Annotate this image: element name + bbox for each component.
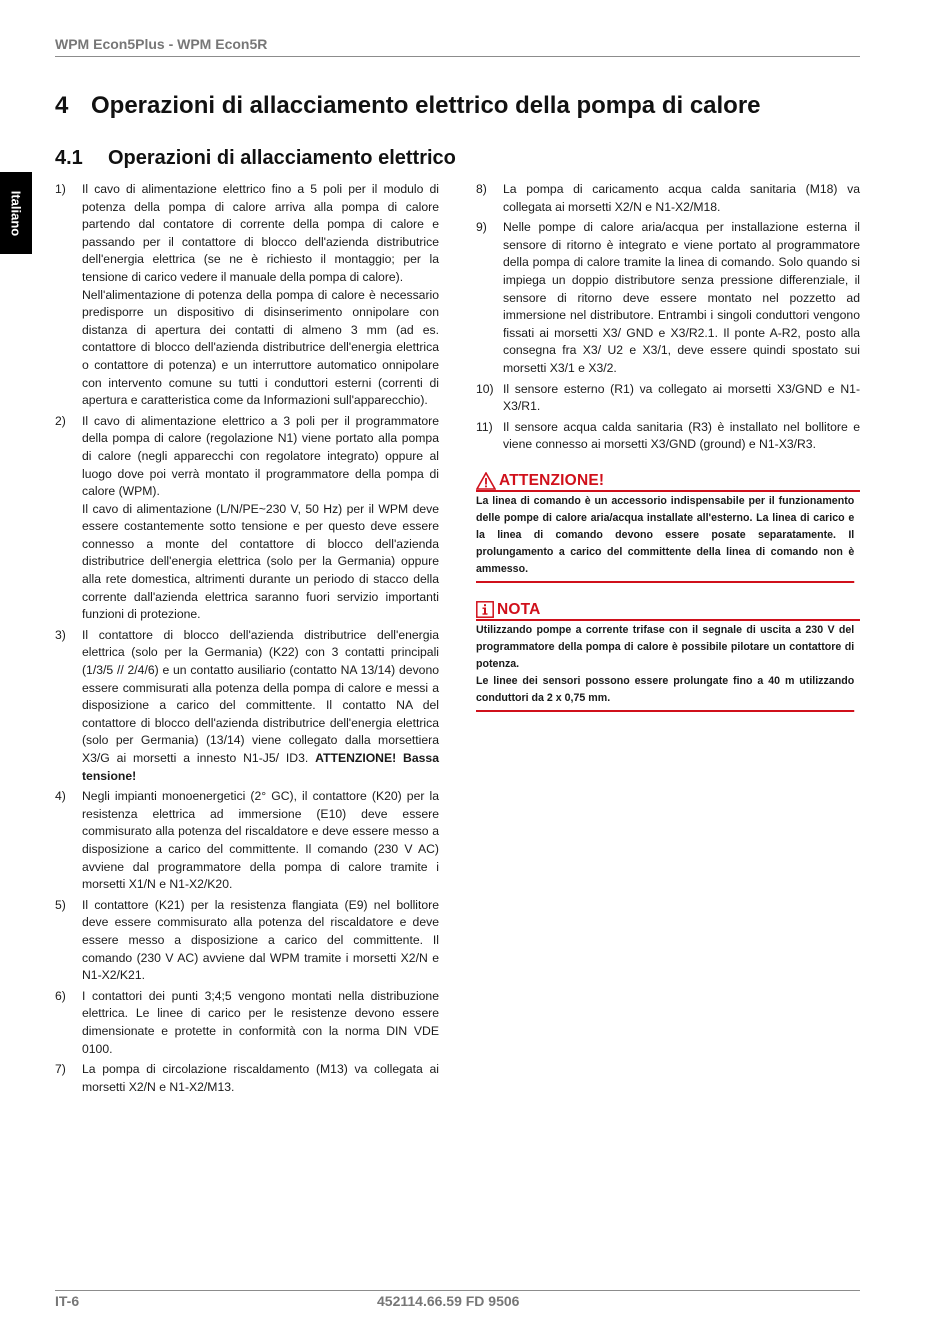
document-code: 452114.66.59 FD 9506 xyxy=(377,1293,520,1309)
list-item-number: 3) xyxy=(55,627,66,642)
info-icon xyxy=(476,601,494,618)
language-tab xyxy=(0,172,32,254)
attention-label: ATTENZIONE! xyxy=(499,472,605,490)
list-item xyxy=(55,413,439,624)
attention-text xyxy=(476,492,854,583)
list-item-text: Nelle pompe di calore aria/acqua per installazione esterna il sensore di ritorno è integrato e viene portato al programmatore della pompa di calore tramite la linea di comando. Solo quando si impiega un doppio distributore senza pressione differenziale, il sensore di ritorno deve essere montato nel pozzetto ad immersione nel distributore. Entrambi i singoli conduttori vengono fissati ai morsetti X3/ GND e X3/R2.1. Il ponte A-R2, posto alla consegna fra X3/ U2 e X3/1, deve essere quindi spostato sui morsetti X3/1 e X3/2. xyxy=(503,220,860,375)
list-item xyxy=(476,419,860,454)
note-label: NOTA xyxy=(497,601,541,619)
header-divider xyxy=(55,56,860,57)
list-item-text xyxy=(82,627,439,785)
list-item-text: Il cavo di alimentazione elettrico fino a 5 poli per il modulo di potenza della pompa di calore arriva alla pompa di calore partendo dal contatore di corrente della pompa di calore e passando per il contattore di blocco dell'azienda distributrice dell'energia elettrica (se ne è richiesto il montaggio; per la tensione di carico vedere il manuale della pompa di calore). xyxy=(82,182,439,284)
list-item xyxy=(55,988,439,1058)
section-heading xyxy=(55,147,456,170)
low-voltage-warning: ATTENZIONE! Bassa tensione! xyxy=(82,751,439,783)
list-item-body: Il contattore di blocco dell'azienda distributrice dell'energia elettrica (solo per la Germania) (K22) con 3 contatti principali (1/3/5 // 2/4/6) e un contatto ausiliario (contatto NA 13/14) devono essere commisurati alla potenza della pompa di calore e messi a disposizione a carico del committente. Il contatto NA del contattore di blocco dell'azienda distributrice dell'energia elettrica (solo per Germania) (13/14) viene collegato dalla morsettiera X3/G ai morsetti a innesto N1-J5/ ID3. xyxy=(82,627,439,765)
list-item-text: Il cavo di alimentazione elettrico a 3 poli per il programmatore della pompa di calore (regolazione N1) viene portato alla pompa di calore (negli apparecchi con regolatore integrato) oppure al luogo dove poi verrà montato il programmatore della pompa di calore (WPM). xyxy=(82,413,439,499)
header-title: WPM Econ5Plus - WPM Econ5R xyxy=(55,36,268,52)
section-number: 4.1 xyxy=(55,147,83,169)
attention-box xyxy=(476,472,860,583)
list-item-number: 9) xyxy=(476,220,487,235)
list-item-text: La pompa di caricamento acqua calda sanitaria (M18) va collegata ai morsetti X2/N e N1-X2/M18. xyxy=(503,182,860,214)
chapter-heading xyxy=(55,92,761,120)
list-item-text: Il sensore acqua calda sanitaria (R3) è installato nel bollitore e viene connesso ai morsetti X3/GND (ground) e N1-X3/R3. xyxy=(503,419,860,452)
list-item-text: Il contattore (K21) per la resistenza flangiata (E9) nel bollitore deve essere commisurato alla potenza del riscaldatore e deve essere messo a disposizione a carico del committente. Il comando (230 V AC) avviene dal WPM tramite i morsetti X2/N e N1-X2/K21. xyxy=(82,897,439,983)
list-item-text: Negli impianti monoenergetici (2° GC), il contattore (K20) per la resistenza elettrica ad immersione (E10) deve essere commisurato alla potenza del riscaldatore e deve essere messo a disposizione a carico del committente. Il comando (230 V AC) avviene dal programmatore della pompa di calore tramite i morsetti X1/N e N1-X2/K20. xyxy=(82,789,439,892)
list-item-number: 7) xyxy=(55,1062,66,1077)
chapter-title: Operazioni di allacciamento elettrico della pompa di calore xyxy=(91,92,761,119)
list-item-number: 8) xyxy=(476,182,487,196)
list-item xyxy=(476,219,860,377)
list-item-number: 2) xyxy=(55,413,66,428)
list-item-text: Nell'alimentazione di potenza della pompa di calore è necessario predisporre un dispositivo di disinserimento onnipolare con distanza di apertura dei contatti di almeno 3 mm (ad es. contattore di blocco dell'azienda distributrice dell'energia elettrica o contattore di potenza) e un interruttore automatico onnipolare con intervento comune su tutti i conduttori esterni (correnti di apertura e caratteristica come da Informazioni sull'apparecchio). xyxy=(82,287,439,408)
list-item-text: La pompa di circolazione riscaldamento (M13) va collegata ai morsetti X2/N e N1-X2/M13. xyxy=(82,1062,439,1094)
list-item-number: 4) xyxy=(55,789,66,804)
right-column xyxy=(476,181,860,712)
list-item xyxy=(476,381,860,416)
list-item-number: 10) xyxy=(476,381,494,396)
list-item xyxy=(476,181,860,216)
page-number: IT-6 xyxy=(55,1293,80,1309)
left-column xyxy=(55,181,439,1099)
list-item-text: I contattori dei punti 3;4;5 vengono montati nella distribuzione elettrica. Le linee di carico per le resistenze devono essere dimensionate e protette in conformità con la norma DIN VDE 0100. xyxy=(82,988,439,1056)
note-header xyxy=(476,601,860,621)
attention-paragraph: La linea di comando è un accessorio indispensabile per il funzionamento delle pompe di calore aria/acqua installate all'esterno. La linea di carico e la linea di comando devono essere posate separatamente. Il prolungamento a carico del committente della linea di comando non è ammesso. xyxy=(476,494,855,575)
list-item xyxy=(55,627,439,785)
warning-triangle-icon xyxy=(476,472,496,490)
note-paragraph: Le linee dei sensori possono essere prolungate fino a 40 m utilizzando conduttori da 2 x 0,75 mm. xyxy=(476,674,855,704)
list-item-text: Il cavo di alimentazione (L/N/PE~230 V, 50 Hz) per il WPM deve essere costantemente sotto tensione e per questo deve essere connesso a monte del contattore di blocco dell'azienda distributrice dell'energia elettrica (solo per la Germania) oppure alla rete domestica, altrimenti durante un periodo di stacco della corrente dall'azienda elettrica saranno fuori servizio importanti funzioni di protezione. xyxy=(82,501,439,622)
chapter-number: 4 xyxy=(55,92,69,119)
list-item xyxy=(55,1061,439,1096)
note-text xyxy=(476,621,854,712)
language-tab-label: Italiano xyxy=(8,190,24,236)
list-item xyxy=(55,181,439,410)
note-box xyxy=(476,601,860,712)
list-item-text: Il sensore esterno (R1) va collegato ai morsetti X3/GND e N1-X3/R1. xyxy=(503,381,860,414)
footer-divider xyxy=(55,1290,860,1291)
section-title: Operazioni di allacciamento elettrico xyxy=(108,147,456,169)
list-item-number: 1) xyxy=(55,182,66,196)
list-item xyxy=(55,788,439,894)
list-item-number: 6) xyxy=(55,988,66,1003)
attention-header xyxy=(476,472,860,492)
list-item-number: 11) xyxy=(476,419,493,434)
list-item-number: 5) xyxy=(55,897,66,912)
note-paragraph: Utilizzando pompe a corrente trifase con il segnale di uscita a 230 V del programmatore della pompa di calore è possibile pilotare un contattore di potenza. xyxy=(476,623,855,670)
list-item xyxy=(55,897,439,985)
